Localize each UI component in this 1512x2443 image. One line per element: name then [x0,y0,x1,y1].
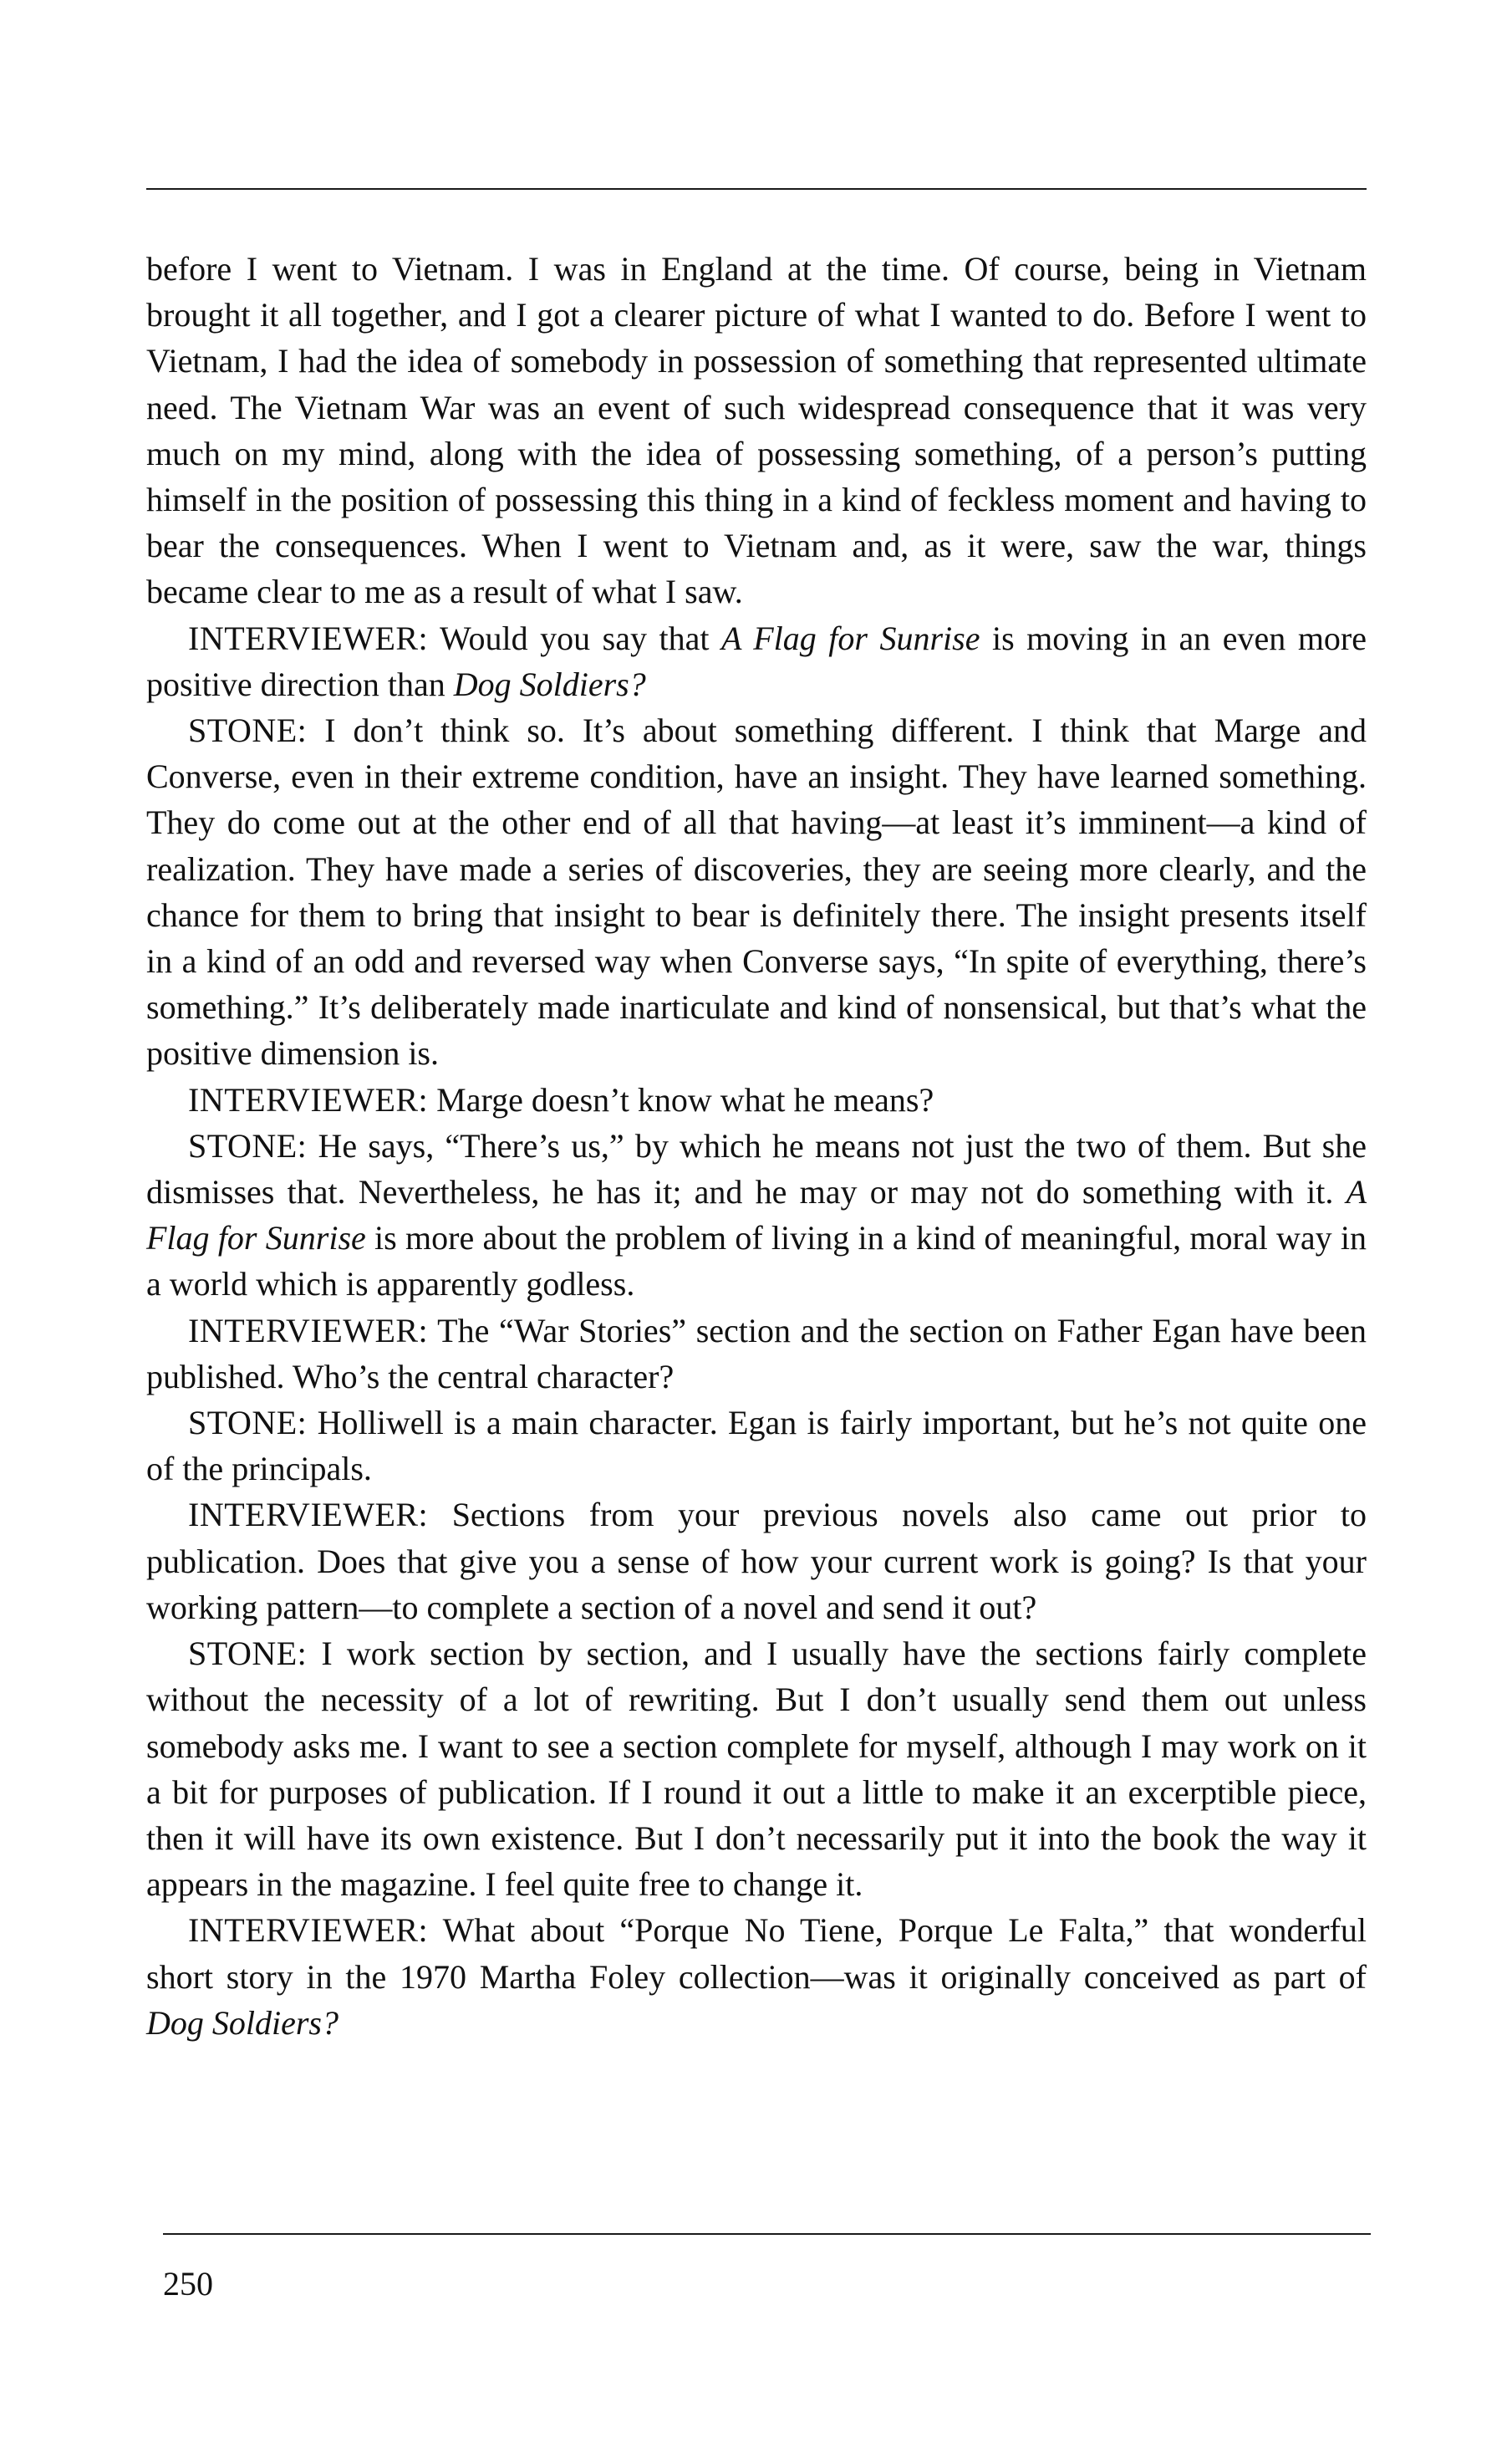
continued-paragraph [146,246,1367,615]
speaker-label-stone: STONE: [188,1635,308,1673]
paragraph-text: What about “Porque No Tiene, Porque Le Falta,” that wonderful short story in the 1970 Martha Foley collection—was it originally conceived as part of [146,1911,1367,1996]
speaker-label-interviewer: INTERVIEWER: [188,619,429,657]
interview-text [146,246,1367,2046]
dialogue-paragraph [146,1308,1367,1400]
book-title: A Flag for Sunrise [720,619,980,657]
paragraph-text: The “War Stories” section and the section on Father Egan have been published. Who’s the central character? [146,1311,1367,1395]
book-title: Dog Soldiers? [146,2003,339,2042]
speaker-label-interviewer: INTERVIEWER: [188,1080,429,1119]
book-title: Dog Soldiers? [453,665,646,703]
bottom-rule [163,2233,1371,2235]
paragraph-text: He says, “There’s us,” by which he means not just the two of them. But she dismisses that. Nevertheless, he has it; and he may or may not do something with it. [146,1126,1367,1211]
speaker-label-stone: STONE: [188,1404,308,1442]
top-rule [146,188,1367,190]
paragraph-text: I work section by section, and I usually have the sections fairly complete without the necessity of a lot of rewriting. But I don’t usually send them out unless somebody asks me. I want to see a section complete for myself, although I may work on it a bit for purposes of publication. If I round it out a little to make it an excerptible piece, then it will have its own existence. But I don’t necessarily put it into the book the way it appears in the magazine. I feel quite free to change it. [146,1635,1367,1904]
page-number: 250 [163,2265,213,2303]
dialogue-paragraph [146,615,1367,707]
speaker-label-interviewer: INTERVIEWER: [188,1911,429,1950]
paragraph-text: before I went to Vietnam. I was in England at the time. Of course, being in Vietnam brought it all together, and I got a clearer picture of what I wanted to do. Before I went to Vietnam, I had the idea of somebody in possession of something that represented ultimate need. The Vietnam War was an event of such widespread consequence that it was very much on my mind, along with the idea of possessing something, of a person’s putting himself in the position of possessing this thing in a kind of feckless moment and having to bear the consequences. When I went to Vietnam and, as it were, saw the war, things became clear to me as a result of what I saw. [146,250,1367,611]
dialogue-paragraph [146,1492,1367,1630]
speaker-label-interviewer: INTERVIEWER: [188,1311,429,1349]
paragraph-text: Holliwell is a main character. Egan is fairly important, but he’s not quite one of the principals. [146,1404,1367,1488]
dialogue-paragraph [146,1630,1367,1907]
dialogue-paragraph [146,1907,1367,2046]
paragraph-text: Marge doesn’t know what he means? [428,1080,934,1119]
dialogue-paragraph [146,1400,1367,1492]
paragraph-text: I don’t think so. It’s about something different. I think that Marge and Converse, even in their extreme condition, have an insight. They have learned something. They do come out at the other end of all that having—at least it’s imminent—a kind of realization. They have made a series of discoveries, they are seeing more clearly, and the chance for them to bring that insight to bear is definitely there. The insight presents itself in a kind of an odd and reversed way when Converse says, “In spite of everything, there’s something.” It’s deliberately made inarticulate and kind of nonsensical, but that’s what the positive dimension is. [146,711,1367,1073]
speaker-label-interviewer: INTERVIEWER: [188,1496,429,1534]
paragraph-text: Would you say that [428,619,721,657]
book-title: A Flag for Sunrise [146,1173,1367,1257]
dialogue-paragraph [146,1123,1367,1308]
speaker-label-stone: STONE: [188,1126,308,1165]
paragraph-text: is moving in an even more positive direction than [146,619,1367,703]
paragraph-text: is more about the problem of living in a kind of meaningful, moral way in a world which is apparently godless. [146,1219,1367,1303]
dialogue-paragraph [146,1077,1367,1123]
speaker-label-stone: STONE: [188,711,308,750]
dialogue-paragraph [146,707,1367,1077]
paragraph-text: Sections from your previous novels also came out prior to publication. Does that give you a sense of how your current work is going? Is that your working pattern—to complete a section of a novel and send it out? [146,1496,1367,1626]
